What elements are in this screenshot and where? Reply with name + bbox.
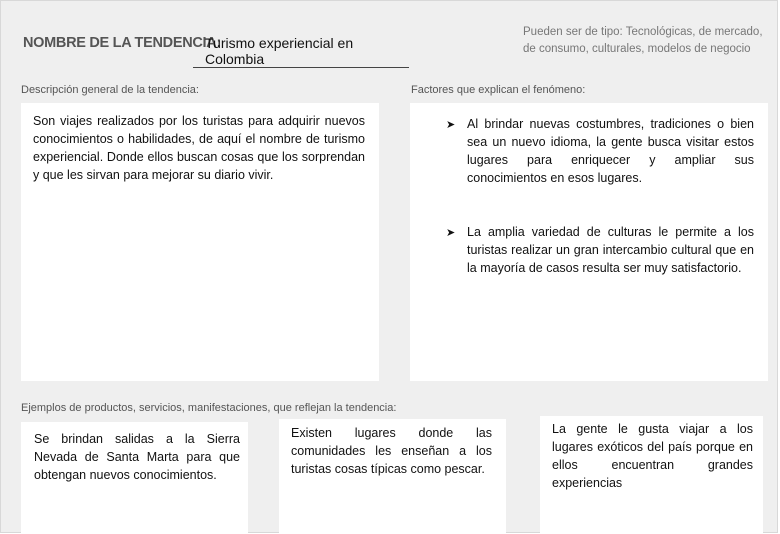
example-text: Se brindan salidas a la Sierra Nevada de Santa Marta para que obtengan nuevos conocimientos. bbox=[34, 432, 240, 482]
example-box bbox=[21, 422, 248, 534]
arrow-bullet-icon: ➤ bbox=[446, 227, 456, 239]
description-box bbox=[21, 103, 379, 381]
factors-label: Factores que explican el fenómeno: bbox=[411, 84, 586, 96]
factor-text: Al brindar nuevas costumbres, tradiciones o bien sea un nuevo idioma, la gente busca visitar estos lugares para enriquecer y ampliar sus conocimientos en esos lugares. bbox=[467, 117, 754, 185]
trend-type-note: Pueden ser de tipo: Tecnológicas, de mercado, de consumo, culturales, modelos de negocio bbox=[523, 26, 763, 55]
example-box bbox=[540, 416, 763, 534]
description-label: Descripción general de la tendencia: bbox=[21, 84, 199, 96]
example-box bbox=[279, 419, 506, 534]
factor-item bbox=[446, 115, 754, 187]
trend-name-label: NOMBRE DE LA TENDENCIA: bbox=[23, 35, 221, 51]
example-text: Existen lugares donde las comunidades les enseñan a los turistas cosas típicas como pescar. bbox=[291, 426, 492, 476]
example-text: La gente le gusta viajar a los lugares exóticos del país porque en ellos encuentran grandes experiencias bbox=[552, 422, 753, 490]
factor-item bbox=[446, 223, 754, 277]
description-text: Son viajes realizados por los turistas para adquirir nuevos conocimientos o habilidades, de aquí el nombre de turismo experiencial. Donde ellos buscan cosas que los sorprendan y que les sirvan para mejorar su diario vivir. bbox=[33, 114, 365, 182]
factors-box bbox=[410, 103, 768, 381]
examples-label: Ejemplos de productos, servicios, manifestaciones, que reflejan la tendencia: bbox=[21, 402, 397, 414]
trend-name-value: Turismo experiencial en Colombia bbox=[193, 35, 409, 68]
factor-text: La amplia variedad de culturas le permite a los turistas realizar un gran intercambio cultural que en la mayoría de casos resulta ser muy satisfactorio. bbox=[467, 225, 754, 275]
arrow-bullet-icon: ➤ bbox=[446, 119, 456, 131]
